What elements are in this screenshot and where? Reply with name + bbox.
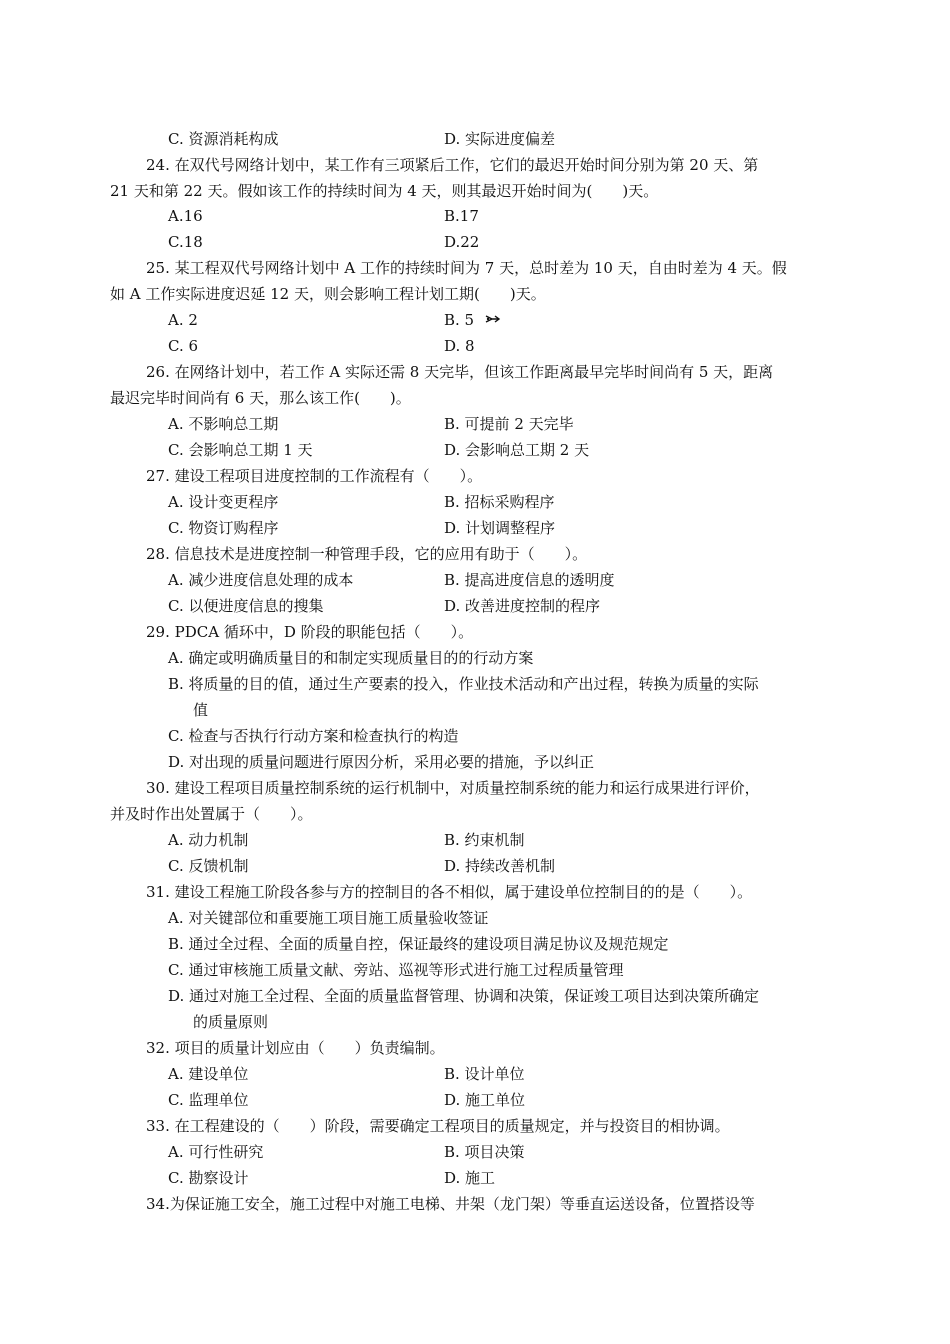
question-24: 24. 在双代号网络计划中，某工作有三项紧后工作，它们的最迟开始时间分别为第 20 天、第	[146, 156, 759, 174]
question-30-cont: 并及时作出处置属于（ ）。	[110, 805, 313, 823]
option-c: C. 会影响总工期 1 天	[168, 441, 313, 459]
option-b: B. 通过全过程、全面的质量自控，保证最终的建设项目满足协议及规范规定	[168, 935, 669, 953]
option-a: A.16	[168, 207, 203, 225]
option-b: B. 提高进度信息的透明度	[444, 571, 615, 589]
question-31: 31. 建设工程施工阶段各参与方的控制目的各不相似，属于建设单位控制目的的是（ ）。	[146, 883, 753, 901]
option-d: D. 8	[444, 337, 475, 355]
option-a: A. 可行性研究	[168, 1143, 264, 1161]
option-b: B. 可提前 2 天完毕	[444, 415, 574, 433]
question-24-cont: 21 天和第 22 天。假如该工作的持续时间为 4 天，则其最迟开始时间为( )天。	[110, 182, 659, 200]
question-25-cont: 如 A 工作实际进度迟延 12 天，则会影响工程计划工期( )天。	[110, 285, 546, 303]
question-30: 30. 建设工程项目质量控制系统的运行机制中，对质量控制系统的能力和运行成果进行评价，	[146, 779, 760, 797]
cursor-mark-icon	[484, 313, 502, 327]
option-a: A. 减少进度信息处理的成本	[168, 571, 354, 589]
question-25: 25. 某工程双代号网络计划中 A 工作的持续时间为 7 天，总时差为 10 天，自由时差为 4 天。假	[146, 259, 787, 277]
option-a: A. 不影响总工期	[168, 415, 279, 433]
option-c: C. 监理单位	[168, 1091, 249, 1109]
option-d: D. 会影响总工期 2 天	[444, 441, 590, 459]
option-c: C.18	[168, 233, 203, 251]
option-d: D. 对出现的质量问题进行原因分析，采用必要的措施，予以纠正	[168, 753, 595, 771]
option-d: D.22	[444, 233, 480, 251]
option-a: A. 设计变更程序	[168, 493, 279, 511]
option-a: A. 建设单位	[168, 1065, 249, 1083]
option-a: A. 2	[168, 311, 198, 329]
option-d-cont: 的质量原则	[193, 1013, 269, 1031]
option-d: D. 施工单位	[444, 1091, 526, 1109]
question-29: 29. PDCA 循环中，D 阶段的职能包括（ ）。	[146, 623, 474, 641]
option-c: C. 反馈机制	[168, 857, 249, 875]
option-c: C. 检查与否执行行动方案和检查执行的构造	[168, 727, 459, 745]
question-28: 28. 信息技术是进度控制一种管理手段，它的应用有助于（ ）。	[146, 545, 588, 563]
option-d: D. 持续改善机制	[444, 857, 556, 875]
question-34: 34.为保证施工安全，施工过程中对施工电梯、井架（龙门架）等垂直运送设备，位置搭设等	[146, 1195, 755, 1213]
option-b: B. 约束机制	[444, 831, 525, 849]
option-b: B. 将质量的目的值，通过生产要素的投入，作业技术活动和产出过程，转换为质量的实际	[168, 675, 759, 693]
option-d: D. 施工	[444, 1169, 496, 1187]
option-a: A. 对关键部位和重要施工项目施工质量验收签证	[168, 909, 489, 927]
option-c: C. 以便进度信息的搜集	[168, 597, 324, 615]
option-b-cont: 值	[193, 701, 209, 719]
option-a: A. 确定或明确质量目的和制定实现质量目的的行动方案	[168, 649, 534, 667]
question-26-cont: 最迟完毕时间尚有 6 天，那么该工作( )。	[110, 389, 411, 407]
question-26: 26. 在网络计划中，若工作 A 实际还需 8 天完毕，但该工作距离最早完毕时间尚有 5 天，距离	[146, 363, 774, 381]
option-b: B. 招标采购程序	[444, 493, 555, 511]
question-33: 33. 在工程建设的（ ）阶段，需要确定工程项目的质量规定，并与投资目的相协调。	[146, 1117, 730, 1135]
option-c: C. 物资订购程序	[168, 519, 279, 537]
option-d: D. 计划调整程序	[444, 519, 556, 537]
option-c: C. 6	[168, 337, 199, 355]
question-27: 27. 建设工程项目进度控制的工作流程有（ ）。	[146, 467, 483, 485]
option-d: D. 实际进度偏差	[444, 130, 556, 148]
option-d: D. 改善进度控制的程序	[444, 597, 601, 615]
option-c: C. 资源消耗构成	[168, 130, 279, 148]
question-32: 32. 项目的质量计划应由（ ）负责编制。	[146, 1039, 445, 1057]
option-a: A. 动力机制	[168, 831, 249, 849]
option-d: D. 通过对施工全过程、全面的质量监督管理、协调和决策，保证竣工项目达到决策所确定	[168, 987, 760, 1005]
option-c: C. 通过审核施工质量文献、旁站、巡视等形式进行施工过程质量管理	[168, 961, 624, 979]
option-b: B. 5	[444, 311, 475, 329]
option-b: B. 项目决策	[444, 1143, 525, 1161]
option-b: B.17	[444, 207, 479, 225]
option-c: C. 勘察设计	[168, 1169, 249, 1187]
option-b: B. 设计单位	[444, 1065, 525, 1083]
